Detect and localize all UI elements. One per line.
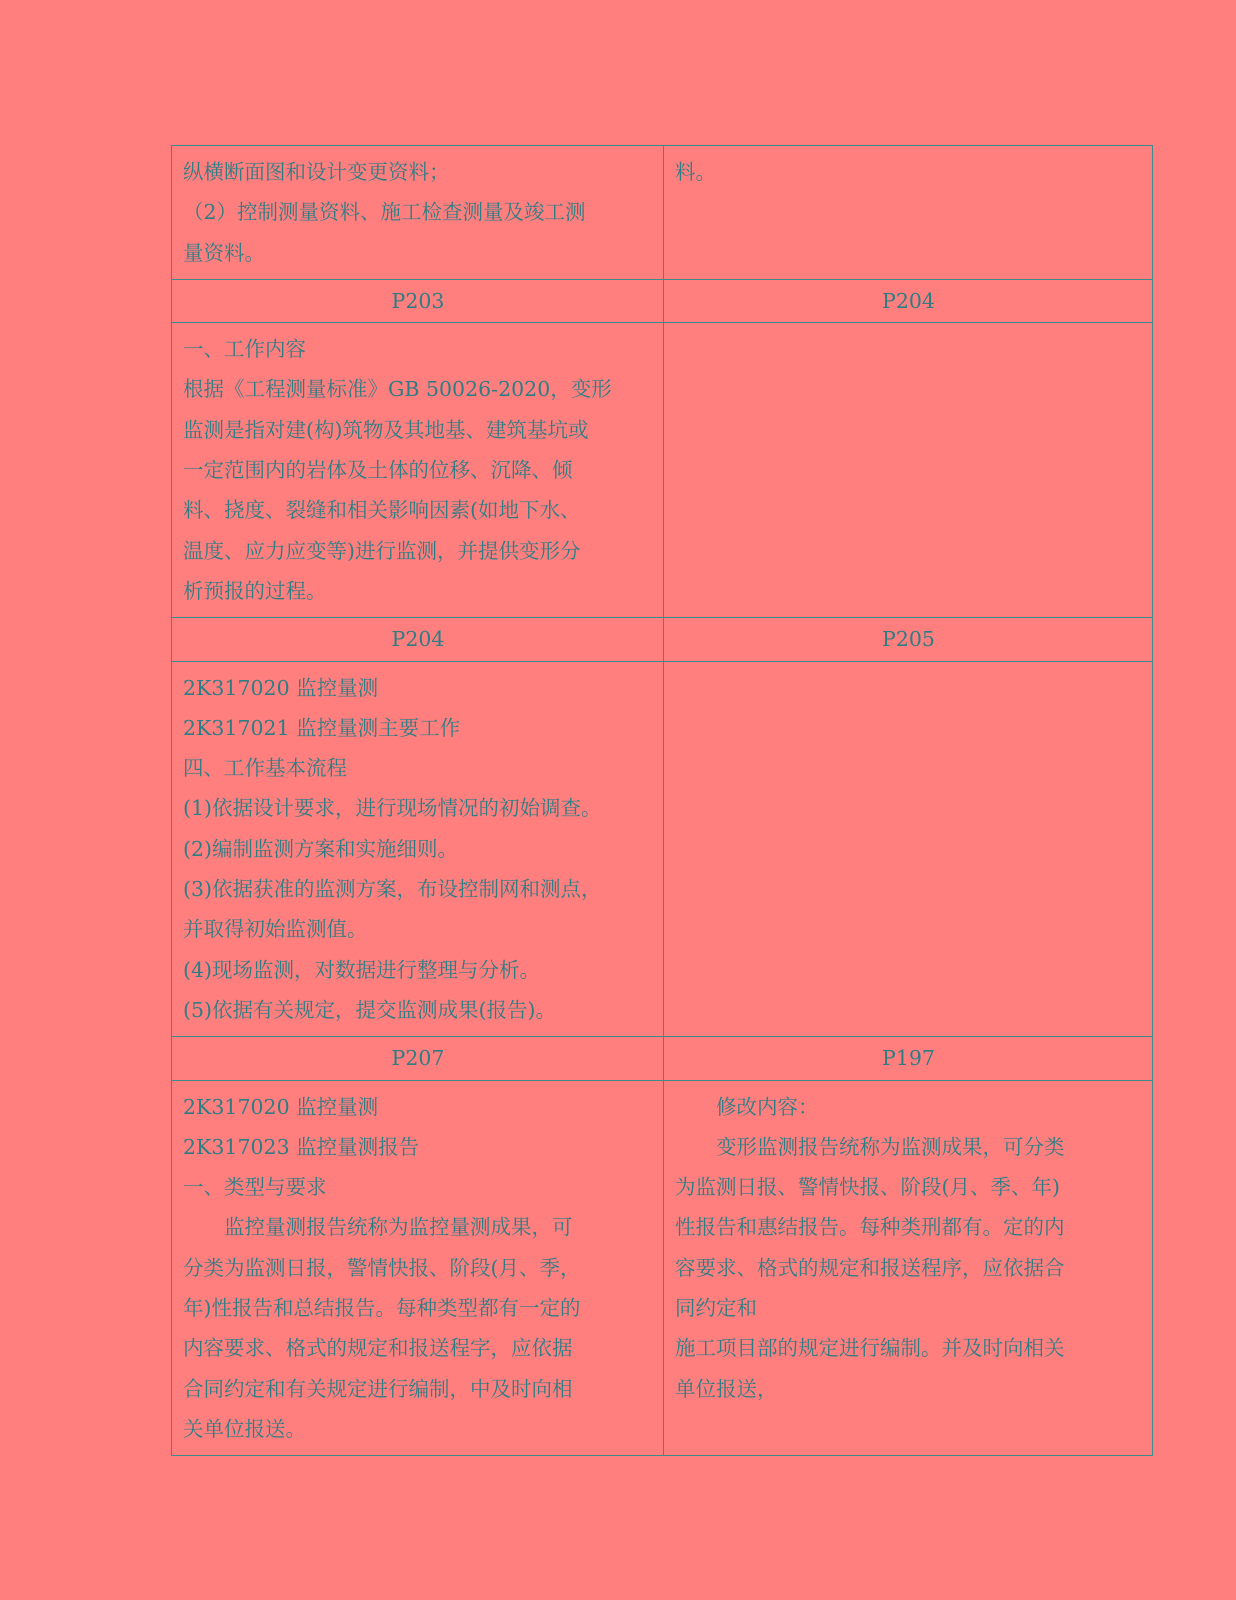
left-cell: [172, 146, 664, 280]
page-ref-right: P205: [664, 618, 1153, 661]
left-cell: [172, 661, 664, 1037]
text-line: 监控量测报告统称为监控量测成果，可: [224, 1215, 573, 1240]
right-cell-empty: [664, 323, 1153, 618]
page-ref-left: P203: [172, 279, 664, 322]
text-line: (4)现场监测，对数据进行整理与分析。: [183, 957, 541, 982]
text-line: (5)依据有关规定，提交监测成果(报告)。: [183, 997, 557, 1022]
page-header-row: [172, 1037, 1153, 1080]
text-line: (2)编制监测方案和实施细则。: [183, 836, 459, 861]
text-line: 同约定和: [675, 1296, 757, 1321]
text-line: 料。: [675, 160, 716, 184]
table-row: [172, 146, 1153, 280]
text-line: 根据《工程测量标准》GB 50026-2020，变形: [183, 377, 612, 402]
text-line: 单位报送，: [675, 1376, 778, 1401]
text-line: 施工项目部的规定进行编制。并及时向相关: [675, 1336, 1065, 1361]
text-line: (3)依据获准的监测方案，布设控制网和测点，: [183, 877, 602, 902]
text-line: 容要求、格式的规定和报送程序，应依据合: [675, 1255, 1065, 1280]
text-line: 性报告和惠结报告。每种类刑都有。定的内: [675, 1215, 1065, 1240]
text-line: 温度、应力应变等)进行监测，并提供变形分: [183, 538, 581, 563]
text-line: （2）控制测量资料、施工检查测量及竣工测: [183, 200, 586, 225]
table-row: [172, 323, 1153, 618]
text-line: 变形监测报告统称为监测成果，可分类: [716, 1134, 1065, 1159]
text-line: 料、挠度、裂缝和相关影响因素(如地下水、: [183, 498, 581, 523]
section-code: 2K317020 监控量测: [183, 1094, 379, 1119]
text-line: (1)依据设计要求，进行现场情况的初始调查。: [183, 796, 602, 821]
text-line: 内容要求、格式的规定和报送程字，应依据: [183, 1336, 573, 1361]
comparison-table: [171, 145, 1153, 1456]
page-ref-right: P197: [664, 1037, 1153, 1080]
left-cell: [172, 323, 664, 618]
page-ref-left: P207: [172, 1037, 664, 1080]
right-cell-empty: [664, 661, 1153, 1037]
text-line: 年)性报告和总结报告。每种类型都有一定的: [183, 1296, 581, 1321]
text-line: 合同约定和有关规定进行编制，中及时向相: [183, 1376, 573, 1401]
page-header-row: [172, 279, 1153, 322]
page-header-row: [172, 618, 1153, 661]
text-line: 关单位报送。: [183, 1416, 306, 1441]
text-line: 析预报的过程。: [183, 578, 327, 603]
text-line: 并取得初始监测值。: [183, 917, 368, 942]
table-row: [172, 661, 1153, 1037]
right-cell: [664, 1080, 1153, 1456]
page-ref-left: P204: [172, 618, 664, 661]
revision-label: 修改内容：: [716, 1094, 819, 1119]
text-line: 为监测日报、警情快报、阶段(月、季、年): [675, 1175, 1060, 1200]
page-ref-right: P204: [664, 279, 1153, 322]
text-line: 一定范围内的岩体及土体的位移、沉降、倾: [183, 458, 573, 483]
table-row: [172, 1080, 1153, 1456]
text-line: 量资料。: [183, 240, 265, 265]
left-cell: [172, 1080, 664, 1456]
text-line: 监测是指对建(构)筑物及其地基、建筑基坑或: [183, 417, 589, 442]
section-code: 2K317021 监控量测主要工作: [183, 715, 461, 740]
text-line: 纵横断面图和设计变更资料；: [183, 160, 450, 184]
section-heading: 四、工作基本流程: [183, 756, 347, 781]
section-code: 2K317020 监控量测: [183, 675, 379, 700]
section-heading: 一、工作内容: [183, 337, 306, 362]
section-heading: 一、类型与要求: [183, 1175, 327, 1200]
section-code: 2K317023 监控量测报告: [183, 1134, 420, 1159]
text-line: 分类为监测日报，警情快报、阶段(月、季，: [183, 1255, 581, 1280]
right-cell: [664, 146, 1153, 280]
